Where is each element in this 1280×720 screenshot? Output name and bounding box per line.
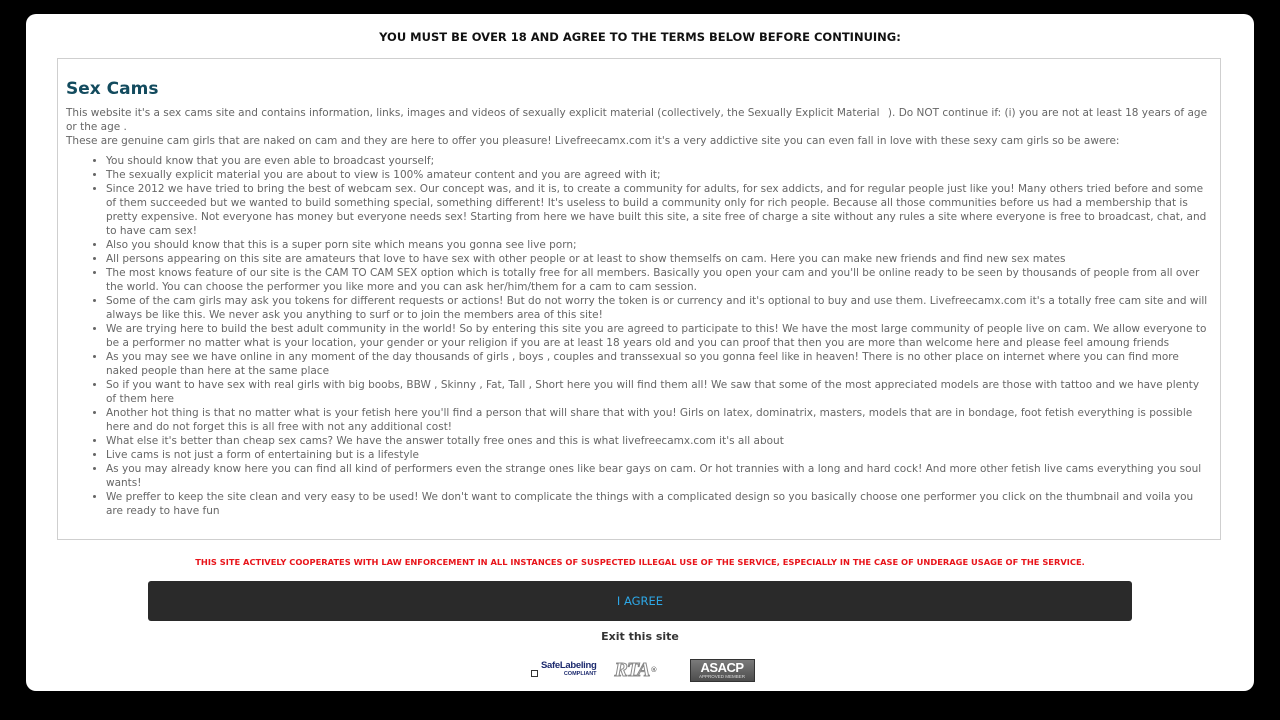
terms-list-item: • Live cams is not just a form of entertaining but is a lifestyle bbox=[106, 448, 1212, 462]
compliance-logos bbox=[531, 658, 755, 682]
terms-list-item: • Some of the cam girls may ask you tokens for different requests or actions! But do not worry the token is or currency and it's optional to buy and use them. Livefreecamx.com it's a totally free cam site and will always be like this. We never ask you anything to surf or to join the members area of this site! bbox=[106, 294, 1212, 322]
age-verification-modal bbox=[26, 14, 1254, 691]
terms-intro-line: This website it's a sex cams site and contains information, links, images and videos of sexually explicit material (collectively, the Sexually Explicit Material). Do NOT continue if: (i) you are not at least 18 years of age or the age . bbox=[66, 107, 1208, 133]
terms-list-item: • As you may see we have online in any moment of the day thousands of girls , boys , couples and transsexual so you gonna feel like in heaven! There is no other place on internet where you can find more naked people than here at the same place bbox=[106, 350, 1212, 378]
agree-button[interactable]: I AGREE bbox=[148, 581, 1132, 621]
modal-heading: YOU MUST BE OVER 18 AND AGREE TO THE TERMS BELOW BEFORE CONTINUING: bbox=[379, 30, 901, 44]
terms-intro-line: These are genuine cam girls that are naked on cam and they are here to offer you pleasure! Livefreecamx.com it's a very addictive site you can even fall in love with these sexy cam girls so be awere: bbox=[66, 135, 1120, 147]
terms-list-item: • We are trying here to build the best adult community in the world! So by entering this site you are agreed to participate to this! We have the most large community of people live on cam. We allow everyone to be a performer no matter what is your location, your gender or your religion if you are at least 18 years old and you can proof that then you are more than welcome here and please feel amoung friends bbox=[106, 322, 1212, 350]
rta-text: RTA bbox=[614, 658, 650, 681]
terms-list-item: • Since 2012 we have tried to bring the best of webcam sex. Our concept was, and it is, to create a community for adults, for sex addicts, and for regular people just like you! Many others tried before and some of them succeeded but we wanted to build something special, something different! It's useless to build a community only for rich people. Because all those communities before us had a membership that is pretty expensive. Not everyone has money but everyone needs sex! Starting from here we have built this site, a site free of charge a site without any rules a site where everyone is free to broadcast, chat, and to have cam sex! bbox=[106, 182, 1212, 238]
terms-list-item: • So if you want to have sex with real girls with big boobs, BBW , Skinny , Fat, Tall , Short here you will find them all! We saw that some of the most appreciated models are those with tattoo and we have plenty of them here bbox=[106, 378, 1212, 406]
terms-list-item: • Also you should know that this is a super porn site which means you gonna see live porn; bbox=[106, 238, 1212, 252]
exit-site-row bbox=[26, 630, 1254, 643]
asacp-subtext: APPROVED MEMBER bbox=[699, 673, 746, 679]
safelabeling-subtext: COMPLIANT bbox=[563, 671, 597, 677]
law-enforcement-warning: THIS SITE ACTIVELY COOPERATES WITH LAW ENFORCEMENT IN ALL INSTANCES OF SUSPECTED ILLEGAL USE OF THE SERVICE, ESPECIALLY IN THE CASE OF UNDERAGE USAGE OF THE SERVICE. bbox=[195, 557, 1085, 567]
safelabeling-logo bbox=[531, 658, 597, 682]
terms-list-item: • You should know that you are even able to broadcast yourself; bbox=[106, 154, 1212, 168]
terms-list-item: • What else it's better than cheap sex cams? We have the answer totally free ones and this is what livefreecamx.com it's all about bbox=[106, 434, 1212, 448]
safelabeling-text: SafeLabeling bbox=[541, 660, 597, 671]
exit-site-link[interactable]: Exit this site bbox=[601, 630, 679, 643]
terms-intro bbox=[66, 106, 1212, 148]
terms-title: Sex Cams bbox=[66, 79, 159, 99]
terms-scroll-box[interactable] bbox=[57, 58, 1221, 540]
rta-registered: ® bbox=[650, 666, 658, 674]
terms-list-item: • The sexually explicit material you are about to view is 100% amateur content and you are agreed with it; bbox=[106, 168, 1212, 182]
terms-list-item: • All persons appearing on this site are amateurs that love to have sex with other people or at least to show themselfs on cam. Here you can make new friends and find new sex mates bbox=[106, 252, 1212, 266]
asacp-text: ASACP bbox=[700, 659, 744, 675]
checkbox-icon bbox=[531, 670, 538, 677]
terms-list-item: • We preffer to keep the site clean and very easy to be used! We don't want to complicate the things with a complicated design so you basically choose one performer you click on the thumbnail and voila you are ready to have fun bbox=[106, 490, 1212, 518]
terms-list-item: • As you may already know here you can find all kind of performers even the strange ones like bear gays on cam. Or hot trannies with a long and hard cock! And more other fetish live cams everything you soul wants! bbox=[106, 462, 1212, 490]
asacp-logo bbox=[690, 659, 755, 682]
rta-logo bbox=[615, 659, 675, 681]
terms-list bbox=[66, 154, 1212, 518]
terms-list-item: • The most knows feature of our site is the CAM TO CAM SEX option which is totally free for all members. Basically you open your cam and you'll be online ready to be seen by thousands of people from all over the world. You can choose the performer you like more and you can ask her/him/them for a cam to cam session. bbox=[106, 266, 1212, 294]
terms-list-item: • Another hot thing is that no matter what is your fetish here you'll find a person that will share that with you! Girls on latex, dominatrix, masters, models that are in bondage, foot fetish everything is possible here and do not forget this is all free with not any additional cost! bbox=[106, 406, 1212, 434]
